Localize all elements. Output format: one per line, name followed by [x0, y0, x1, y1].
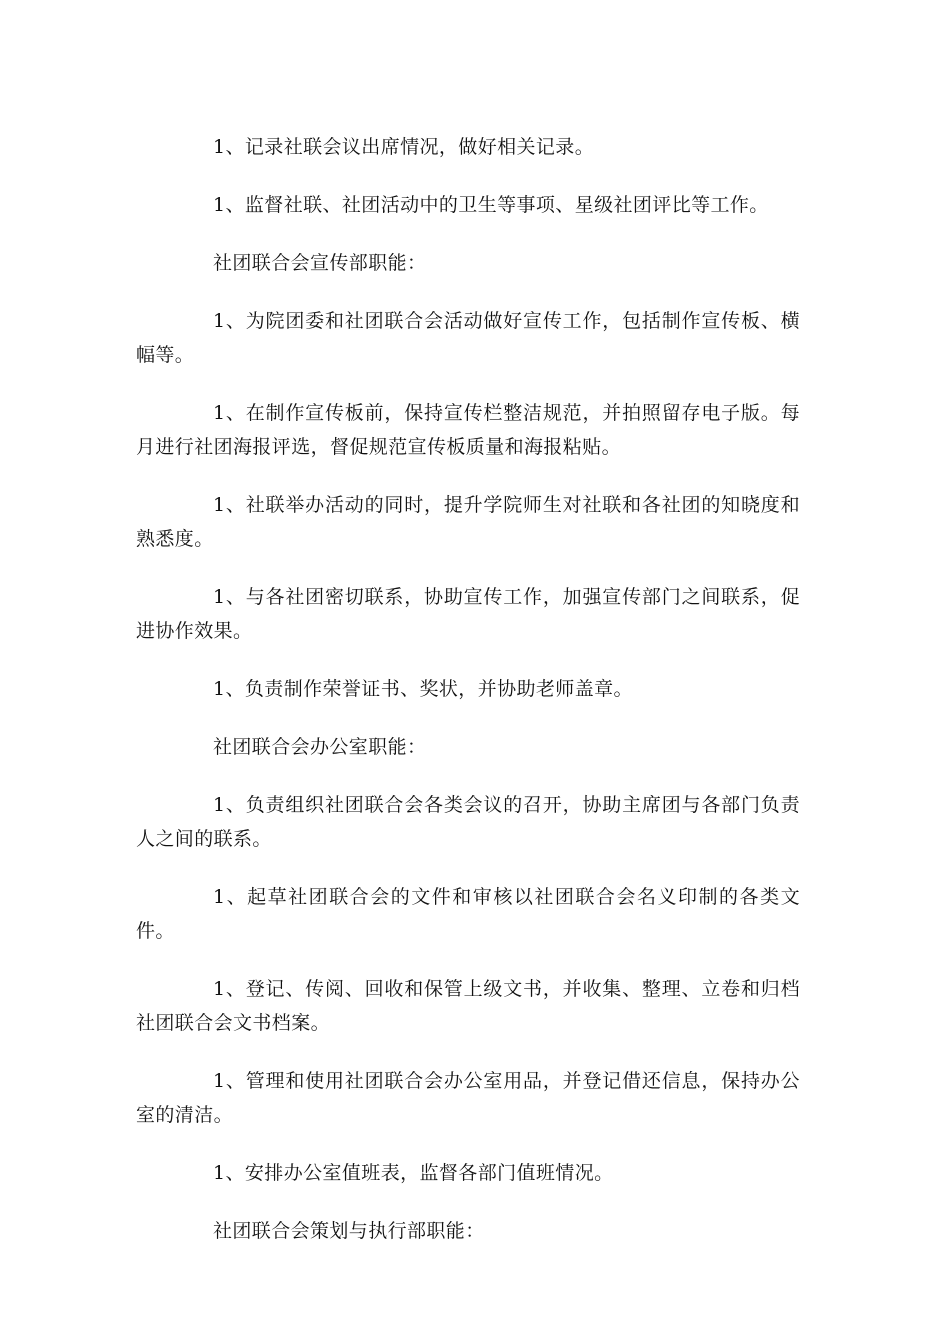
paragraph: 1、安排办公室值班表，监督各部门值班情况。: [213, 1162, 614, 1184]
paragraph: 1、与各社团密切联系，协助宣传工作，加强宣传部门之间联系，促进协作效果。: [136, 586, 800, 642]
paragraph: 1、监督社联、社团活动中的卫生等事项、星级社团评比等工作。: [213, 194, 769, 216]
section-heading: 社团联合会办公室职能：: [213, 736, 427, 758]
paragraph: 1、为院团委和社团联合会活动做好宣传工作，包括制作宣传板、横幅等。: [136, 310, 800, 366]
paragraph: 1、社联举办活动的同时，提升学院师生对社联和各社团的知晓度和熟悉度。: [136, 494, 800, 550]
paragraph: 1、记录社联会议出席情况，做好相关记录。: [213, 136, 595, 158]
paragraph: 1、起草社团联合会的文件和审核以社团联合会名义印制的各类文件。: [136, 886, 800, 942]
section-heading: 社团联合会策划与执行部职能：: [213, 1220, 485, 1242]
document-body: [136, 130, 800, 1272]
paragraph: 1、管理和使用社团联合会办公室用品，并登记借还信息，保持办公室的清洁。: [136, 1070, 800, 1126]
paragraph: 1、登记、传阅、回收和保管上级文书，并收集、整理、立卷和归档社团联合会文书档案。: [136, 978, 800, 1034]
paragraph: 1、负责制作荣誉证书、奖状，并协助老师盖章。: [213, 678, 633, 700]
paragraph: 1、负责组织社团联合会各类会议的召开，协助主席团与各部门负责人之间的联系。: [136, 794, 800, 850]
paragraph: 1、在制作宣传板前，保持宣传栏整洁规范，并拍照留存电子版。每月进行社团海报评选，督促规范宣传板质量和海报粘贴。: [136, 402, 800, 458]
section-heading: 社团联合会宣传部职能：: [213, 252, 427, 274]
